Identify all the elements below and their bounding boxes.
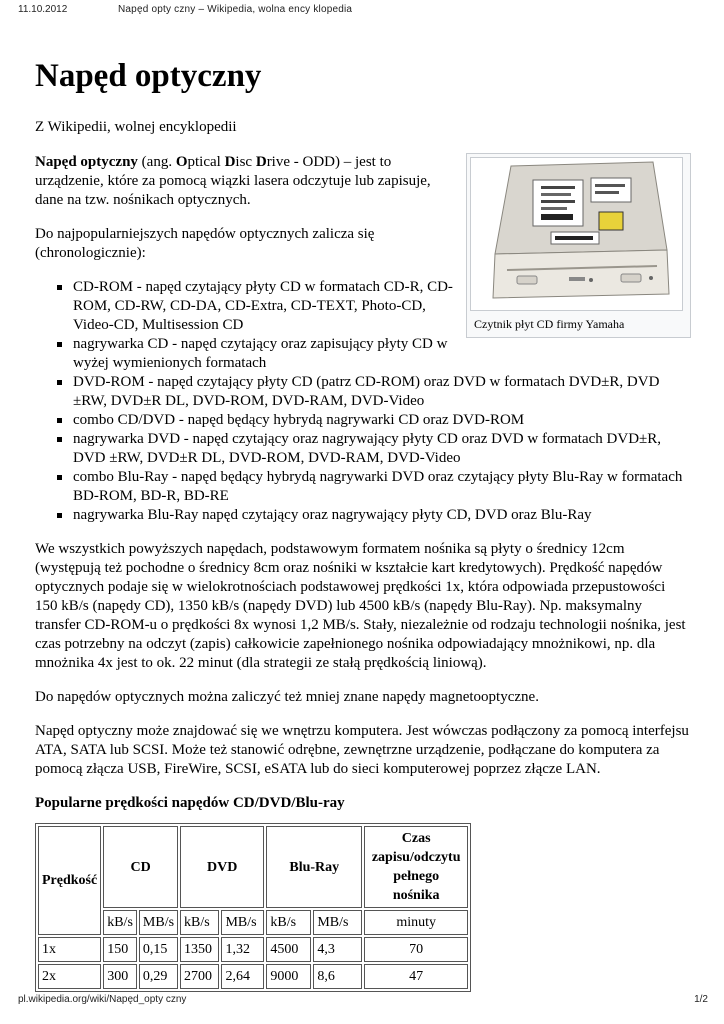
intro-text-4: rive - ODD) – jest to urządzenie, które za pomocą wiązki lasera odczytuje lub zapisuje, dane na tzw. nośnikach optycznych. [35, 154, 431, 208]
col-time: Czas zapisu/odczytu pełnego nośnika [364, 826, 468, 908]
interface-paragraph: Napęd optyczny może znajdować się we wnętrzu komputera. Jest wówczas podłączony za pomocą interfejsu ATA, SATA lub SCSI. Może też stanowić odrębne, zewnętrzne urządzenie, podłączane do komputera za pomocą złącza USB, FireWire, SCSI, eSATA lub do sieci komputerowej poprzez złącze LAN. [35, 723, 689, 777]
list-item: nagrywarka DVD - napęd czytający oraz nagrywający płyty CD oraz DVD w formatach DVD±R, DVD ±RW, DVD±R DL, DVD-ROM, DVD-RAM, DVD-Video [73, 430, 691, 468]
unit-cell: MB/s [139, 910, 178, 935]
table-cell: 70 [364, 937, 468, 962]
intro-text-2: ptical [187, 154, 225, 170]
table-cell: 2,64 [221, 964, 264, 989]
intro-bold-o: O [175, 154, 188, 170]
intro-bold-d1: D [224, 154, 236, 170]
unit-cell: kB/s [103, 910, 137, 935]
speed-paragraph: We wszystkich powyższych napędach, podstawowym formatem nośnika są płyty o średnicy 12cm (występują też pochodne o średnicy 8cm oraz nośniki w kształcie kart kredytowych). Prędkość napędów optycznych podaje się w wielokrotnościach podstawowej prędkości 1x, która odpowiada przepustowości 150 kB/s (napędy CD), 1350 kB/s (napędy DVD) lub 4500 kB/s (napędy Blu-Ray). Np. maksymalny transfer CD-ROM-u o prędkości 8x wynosi 1,2 MB/s. Stały, niezależnie od rodzaju technologii nośnika, jest czas potrzebny na odczyt (zapis) całkowicie zapełnionego nośnika odpowiadający mnożnikowi, np. dla mnożnika 4x jest to ok. 22 minut (dla strategii ze stałą prędkością liniową). [35, 541, 686, 671]
unit-cell: MB/s [313, 910, 362, 935]
table-units-row [38, 910, 468, 935]
table-cell: 1350 [180, 937, 219, 962]
table-cell: 1x [38, 937, 101, 962]
unit-cell: MB/s [221, 910, 264, 935]
print-date: 11.10.2012 [18, 4, 68, 15]
list-item: nagrywarka Blu-Ray napęd czytający oraz nagrywający płyty CD, DVD oraz Blu-Ray [73, 506, 691, 525]
intro-text-3: isc [235, 154, 256, 170]
list-item: CD-ROM - napęd czytający płyty CD w formatach CD-R, CD-ROM, CD-RW, CD-DA, CD-Extra, CD-TEXT, Photo-CD, Video-CD, Multisession CD [73, 278, 691, 335]
table-cell: 300 [103, 964, 137, 989]
table-cell: 47 [364, 964, 468, 989]
figure-caption: Czytnik płyt CD firmy Yamaha [474, 317, 625, 331]
table-heading: Popularne prędkości napędów CD/DVD/Blu-ray [35, 795, 345, 811]
print-url: pl.wikipedia.org/wiki/Napęd_opty czny [18, 994, 187, 1005]
table-cell: 4500 [266, 937, 311, 962]
article-title: Napęd optyczny [35, 58, 262, 94]
table-cell: 0,15 [139, 937, 178, 962]
magneto-paragraph: Do napędów optycznych można zaliczyć też mniej znane napędy magnetooptyczne. [35, 689, 539, 705]
drive-types-list [35, 278, 691, 525]
table-cell: 1,32 [221, 937, 264, 962]
speed-table [35, 823, 471, 992]
article-subtitle: Z Wikipedii, wolnej encyklopedii [35, 119, 237, 135]
table-cell: 9000 [266, 964, 311, 989]
list-intro: Do najpopularniejszych napędów optycznych zalicza się (chronologicznie): [35, 226, 375, 261]
table-cell: 150 [103, 937, 137, 962]
table-header-row [38, 826, 468, 908]
col-cd: CD [103, 826, 178, 908]
list-item: combo Blu-Ray - napęd będący hybrydą nagrywarki DVD oraz czytający płyty Blu-Ray w formatach BD-ROM, BD-R, BD-RE [73, 468, 691, 506]
intro-text-1: (ang. [137, 154, 176, 170]
table-row [38, 964, 468, 989]
print-page-title: Napęd opty czny – Wikipedia, wolna ency klopedia [118, 4, 353, 15]
col-bluray: Blu-Ray [266, 826, 362, 908]
unit-cell: kB/s [180, 910, 219, 935]
table-cell: 4,3 [313, 937, 362, 962]
list-item: DVD-ROM - napęd czytający płyty CD (patrz CD-ROM) oraz DVD w formatach DVD±R, DVD ±RW, DVD±R DL, DVD-ROM, DVD-RAM, DVD-Video [73, 373, 691, 411]
list-item: nagrywarka CD - napęd czytający oraz zapisujący płyty CD w wyżej wymienionych formatach [73, 335, 691, 373]
table-cell: 2x [38, 964, 101, 989]
table-cell: 2700 [180, 964, 219, 989]
unit-cell: kB/s [266, 910, 311, 935]
table-row [38, 937, 468, 962]
col-dvd: DVD [180, 826, 264, 908]
unit-cell: minuty [364, 910, 468, 935]
list-item: combo CD/DVD - napęd będący hybrydą nagrywarki CD oraz DVD-ROM [73, 411, 691, 430]
article-content [35, 56, 691, 992]
intro-term: Napęd optyczny [35, 154, 138, 170]
intro-bold-d2: D [255, 154, 267, 170]
page-number: 1/2 [694, 994, 708, 1005]
col-speed: Prędkość [38, 826, 101, 935]
table-cell: 0,29 [139, 964, 178, 989]
table-cell: 8,6 [313, 964, 362, 989]
